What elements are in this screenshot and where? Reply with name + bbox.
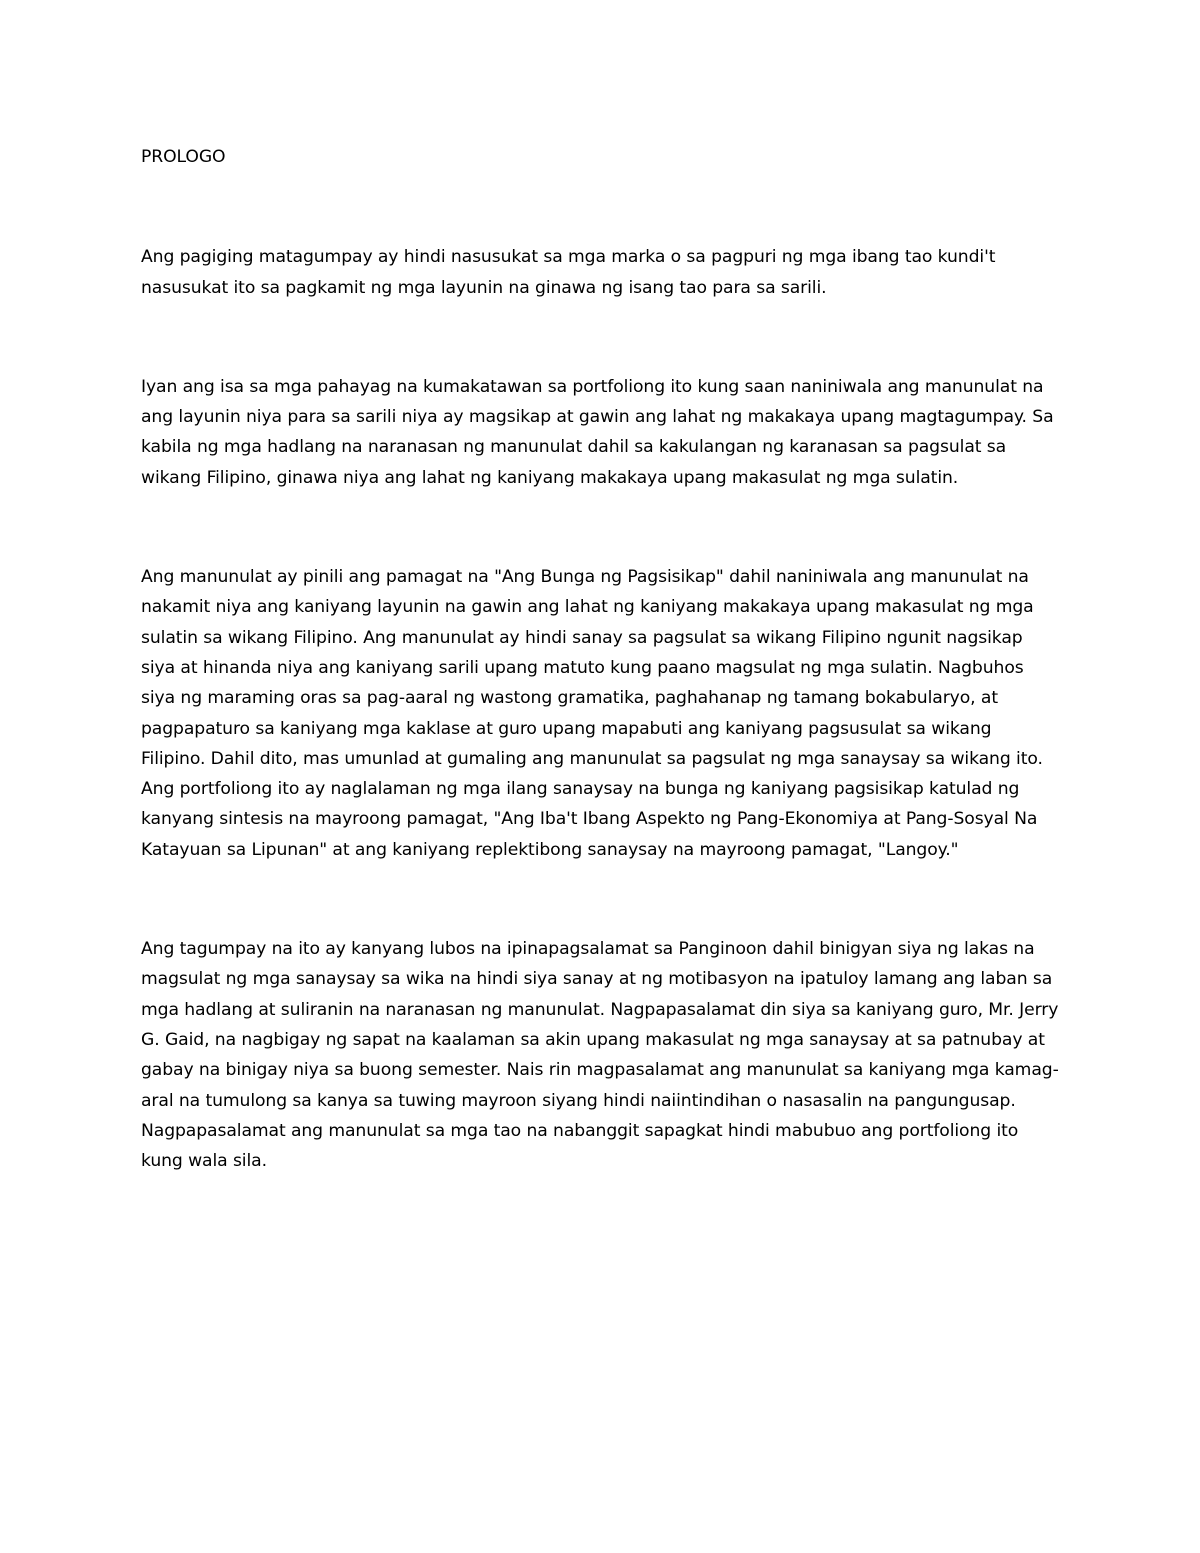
document-body: [141, 142, 1061, 1176]
paragraph-3: Ang manunulat ay pinili ang pamagat na "Ang Bunga ng Pagsisikap" dahil naniniwala ang manunulat na nakamit niya ang kaniyang layunin na gawin ang lahat ng kaniyang makakaya upang makasulat ng mga sulatin sa wikang Filipino. Ang manunulat ay hindi sanay sa pagsulat sa wikang Filipino ngunit nagsikap siya at hinanda niya ang kaniyang sarili upang matuto kung paano magsulat ng mga sulatin. Nagbuhos siya ng maraming oras sa pag-aaral ng wastong gramatika, paghahanap ng tamang bokabularyo, at pagpapaturo sa kaniyang mga kaklase at guro upang mapabuti ang kaniyang pagsusulat sa wikang Filipino. Dahil dito, mas umunlad at gumaling ang manunulat sa pagsulat ng mga sanaysay sa wikang ito. Ang portfoliong ito ay naglalaman ng mga ilang sanaysay na bunga ng kaniyang pagsisikap katulad ng kanyang sintesis na mayroong pamagat, "Ang Iba't Ibang Aspekto ng Pang-Ekonomiya at Pang-Sosyal Na Katayuan sa Lipunan" at ang kaniyang replektibong sanaysay na mayroong pamagat, "Langoy.": [141, 567, 1043, 860]
paragraph-2: Iyan ang isa sa mga pahayag na kumakatawan sa portfoliong ito kung saan naniniwala ang manunulat na ang layunin niya para sa sarili niya ay magsikap at gawin ang lahat ng makakaya upang magtagumpay. Sa kabila ng mga hadlang na naranasan ng manunulat dahil sa kakulangan ng karanasan sa pagsulat sa wikang Filipino, ginawa niya ang lahat ng kaniyang makakaya upang makasulat ng mga sulatin.: [141, 376, 1054, 488]
document-title: PROLOGO: [141, 147, 226, 167]
paragraph-1: Ang pagiging matagumpay ay hindi nasusukat sa mga marka o sa pagpuri ng mga ibang tao kundi't nasusukat ito sa pagkamit ng mga layunin na ginawa ng isang tao para sa sarili.: [141, 247, 996, 298]
paragraph-4: Ang tagumpay na ito ay kanyang lubos na ipinapagsalamat sa Panginoon dahil binigyan siya ng lakas na magsulat ng mga sanaysay sa wika na hindi siya sanay at ng motibasyon na ipatuloy lamang ang laban sa mga hadlang at suliranin na naranasan ng manunulat. Nagpapasalamat din siya sa kaniyang guro, Mr. Jerry G. Gaid, na nagbigay ng sapat na kaalaman sa akin upang makasulat ng mga sanaysay at sa patnubay at gabay na binigay niya sa buong semester. Nais rin magpasalamat ang manunulat sa kaniyang mga kamag-aral na tumulong sa kanya sa tuwing mayroon siyang hindi naiintindihan o nasasalin na pangungusap. Nagpapasalamat ang manunulat sa mga tao na nabanggit sapagkat hindi mabubuo ang portfoliong ito kung wala sila.: [141, 939, 1059, 1172]
